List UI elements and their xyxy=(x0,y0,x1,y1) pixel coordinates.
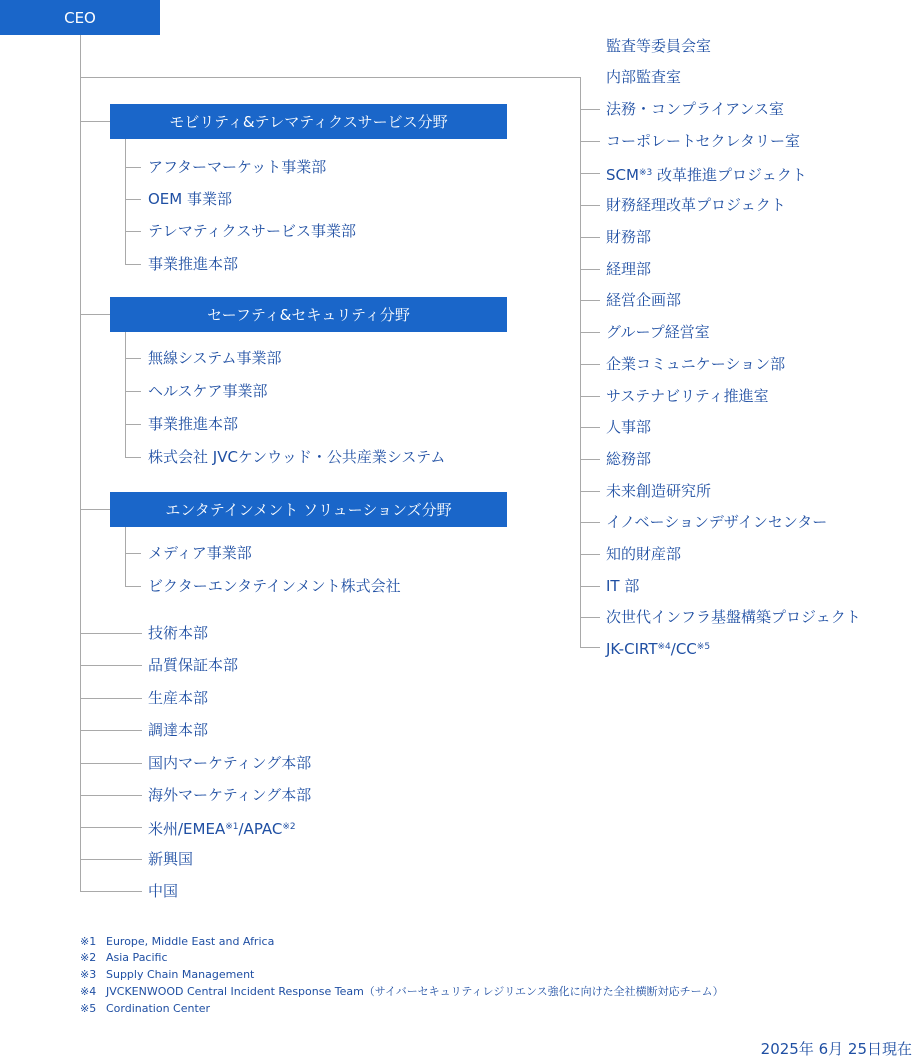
division-branch-line xyxy=(80,121,110,122)
hq-connector xyxy=(80,795,142,796)
ceo-box xyxy=(0,0,160,35)
hq-unit: 国内マーケティング本部 xyxy=(148,754,312,772)
unit-connector xyxy=(125,358,141,359)
staff-unit-scm xyxy=(606,163,807,185)
staff-connector xyxy=(580,173,600,174)
staff-unit: 法務・コンプライアンス室 xyxy=(606,100,785,118)
hq-unit: 中国 xyxy=(148,882,179,900)
unit-connector xyxy=(125,391,141,392)
staff-unit: 未来創造研究所 xyxy=(606,482,712,500)
hq-unit-regions xyxy=(148,817,296,839)
hq-unit: 品質保証本部 xyxy=(148,656,239,674)
footnote-mark: ※4 xyxy=(80,985,97,998)
hq-unit: 調達本部 xyxy=(148,721,209,739)
hq-connector xyxy=(80,665,142,666)
staff-connector xyxy=(580,364,600,365)
staff-connector xyxy=(580,586,600,587)
footnote-text: Asia Pacific xyxy=(106,951,168,964)
footnote-text: Supply Chain Management xyxy=(106,968,255,981)
division-unit: OEM 事業部 xyxy=(148,190,232,208)
note-mark: ※5 xyxy=(696,642,711,652)
staff-unit: 内部監査室 xyxy=(606,68,682,86)
division-box-safety xyxy=(110,297,507,332)
staff-unit: 監査等委員会室 xyxy=(606,37,712,55)
staff-unit: サステナビリティ推進室 xyxy=(606,387,769,405)
unit-connector xyxy=(125,231,141,232)
staff-connector xyxy=(580,396,600,397)
division-branch-line xyxy=(80,314,110,315)
footnote xyxy=(80,985,724,999)
note-mark: ※1 xyxy=(225,822,239,832)
scm-label: SCM xyxy=(606,166,639,184)
hq-connector xyxy=(80,763,142,764)
division-sub-trunk xyxy=(125,332,126,457)
hq-connector xyxy=(80,859,142,860)
unit-connector xyxy=(125,457,141,458)
cc-label: /CC xyxy=(670,640,697,658)
ceo-label: CEO xyxy=(64,8,96,27)
unit-connector xyxy=(125,553,141,554)
staff-unit: 次世代インフラ基盤構築プロジェクト xyxy=(606,608,861,626)
jkcirt-label: JK-CIRT xyxy=(606,640,658,658)
apac-label: /APAC xyxy=(238,820,283,838)
staff-unit: 経理部 xyxy=(606,260,652,278)
division-unit: アフターマーケット事業部 xyxy=(148,158,327,176)
staff-connector xyxy=(580,522,600,523)
hq-unit: 新興国 xyxy=(148,850,194,868)
staff-unit: コーポレートセクレタリー室 xyxy=(606,132,800,150)
staff-connector xyxy=(580,237,600,238)
as-of-date: 2025年 6月 25日現在 xyxy=(760,1040,912,1058)
unit-connector xyxy=(125,264,141,265)
footnote-text: Europe, Middle East and Africa xyxy=(106,935,275,948)
hq-connector xyxy=(80,730,142,731)
note-mark: ※4 xyxy=(657,642,671,652)
footnote xyxy=(80,935,274,949)
hq-connector xyxy=(80,827,142,828)
hq-connector xyxy=(80,633,142,634)
division-unit: メディア事業部 xyxy=(148,544,252,562)
staff-connector xyxy=(580,459,600,460)
footnote-mark: ※1 xyxy=(80,935,97,948)
unit-connector xyxy=(125,586,141,587)
footnote xyxy=(80,1002,210,1016)
staff-connector xyxy=(580,427,600,428)
division-sub-trunk xyxy=(125,527,126,586)
footnote-mark: ※2 xyxy=(80,951,97,964)
staff-connector xyxy=(580,205,600,206)
division-unit: ビクターエンタテインメント株式会社 xyxy=(148,577,401,595)
staff-unit: 企業コミュニケーション部 xyxy=(606,355,786,373)
division-box-entertainment xyxy=(110,492,507,527)
unit-connector xyxy=(125,199,141,200)
staff-unit: 総務部 xyxy=(606,450,652,468)
staff-unit: 財務部 xyxy=(606,228,652,246)
staff-branch-line xyxy=(80,77,580,78)
staff-connector xyxy=(580,269,600,270)
division-unit: 事業推進本部 xyxy=(148,255,239,273)
americas-emea-label: 米州/EMEA xyxy=(148,820,226,838)
division-title: エンタテインメント ソリューションズ分野 xyxy=(165,501,452,519)
footnote-text: JVCKENWOOD Central Incident Response Team（サイバーセキュリティレジリエンス強化に向けた全社横断対応チーム） xyxy=(106,985,724,998)
staff-unit: 人事部 xyxy=(606,418,652,436)
staff-connector xyxy=(580,491,600,492)
staff-unit: 経営企画部 xyxy=(606,291,682,309)
division-title: モビリティ&テレマティクスサービス分野 xyxy=(169,113,448,131)
division-unit: ヘルスケア事業部 xyxy=(148,382,268,400)
footnote-mark: ※3 xyxy=(80,968,97,981)
scm-label-rest: 改革推進プロジェクト xyxy=(652,166,807,184)
note-mark: ※2 xyxy=(282,822,296,832)
staff-unit: グループ経営室 xyxy=(606,323,710,341)
division-unit: 無線システム事業部 xyxy=(148,349,282,367)
footnote-text: Cordination Center xyxy=(106,1002,211,1015)
staff-connector xyxy=(580,300,600,301)
hq-connector xyxy=(80,891,142,892)
staff-connector xyxy=(580,617,600,618)
division-branch-line xyxy=(80,509,110,510)
footnote-mark: ※5 xyxy=(80,1002,97,1015)
staff-unit: 知的財産部 xyxy=(606,545,682,563)
note-mark: ※3 xyxy=(638,168,653,178)
staff-unit: IT 部 xyxy=(606,577,640,595)
footnote xyxy=(80,968,254,982)
staff-unit: 財務経理改革プロジェクト xyxy=(606,196,786,214)
staff-unit-jkcirt xyxy=(606,637,710,659)
unit-connector xyxy=(125,424,141,425)
division-sub-trunk xyxy=(125,139,126,264)
staff-unit: イノベーションデザインセンター xyxy=(606,513,828,531)
hq-unit: 技術本部 xyxy=(148,624,209,642)
staff-connector xyxy=(580,647,600,648)
staff-connector xyxy=(580,109,600,110)
division-unit: 事業推進本部 xyxy=(148,415,239,433)
division-unit: テレマティクスサービス事業部 xyxy=(148,222,357,240)
hq-unit: 生産本部 xyxy=(148,689,209,707)
staff-connector xyxy=(580,554,600,555)
staff-trunk-line xyxy=(580,77,581,647)
unit-connector xyxy=(125,167,141,168)
hq-unit: 海外マーケティング本部 xyxy=(148,786,312,804)
division-unit: 株式会社 JVCケンウッド・公共産業システム xyxy=(148,448,446,466)
division-title: セーフティ&セキュリティ分野 xyxy=(207,306,410,324)
division-box-mobility xyxy=(110,104,507,139)
footnote xyxy=(80,951,168,965)
staff-connector xyxy=(580,332,600,333)
hq-connector xyxy=(80,698,142,699)
staff-connector xyxy=(580,141,600,142)
